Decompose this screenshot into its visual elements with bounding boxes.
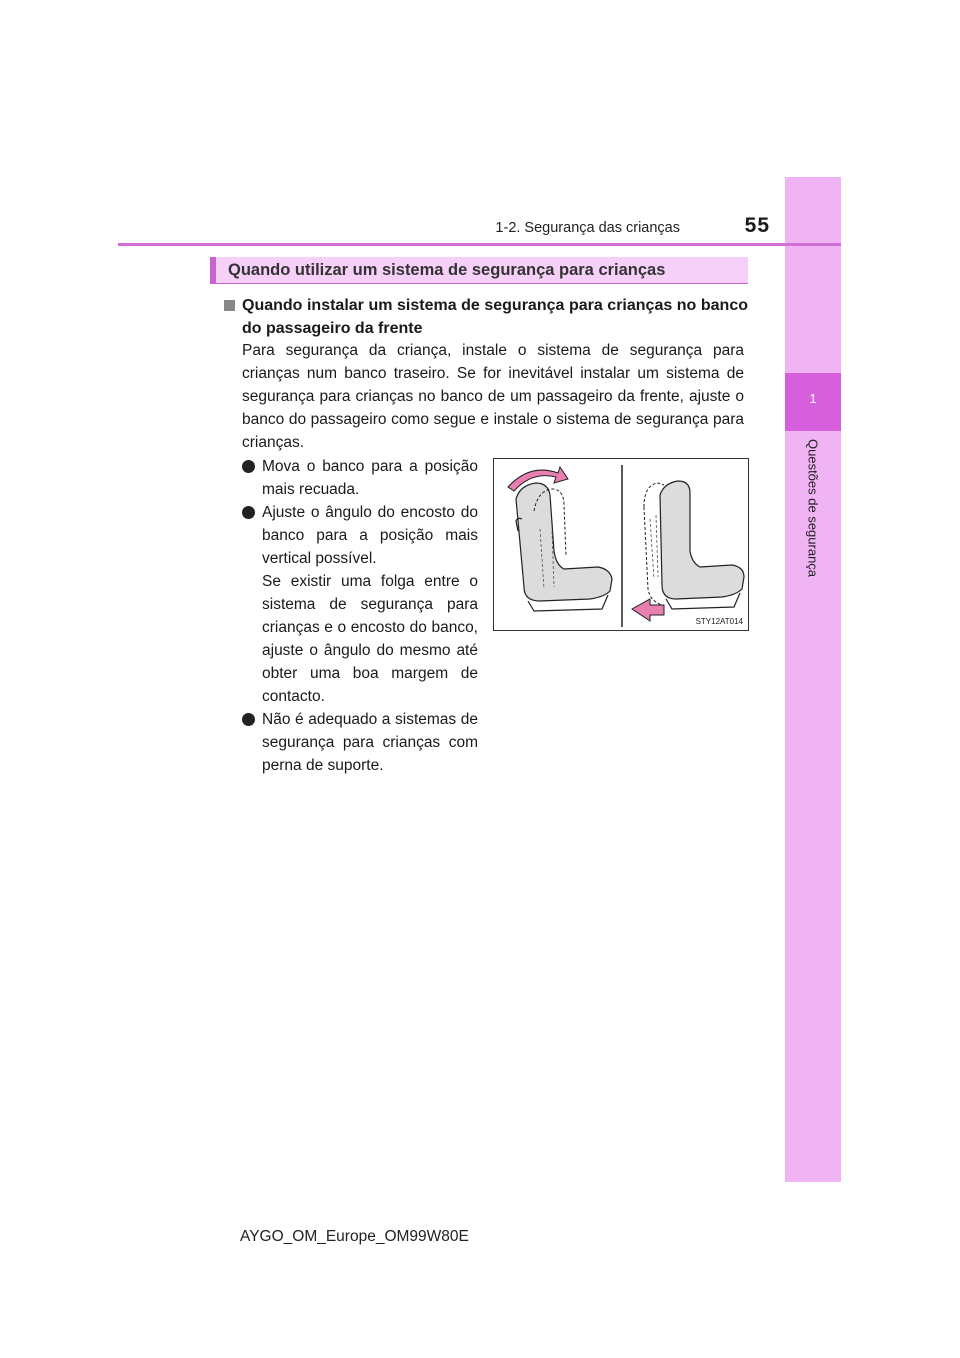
list-item <box>242 708 478 777</box>
section-title-bar <box>210 257 748 284</box>
figure-code: STY12AT014 <box>695 617 743 626</box>
intro-paragraph: Para segurança da criança, instale o sistema de segurança para crianças num banco traseiro. Se for inevitável instalar um sistema de segurança para crianças no banco de um passageiro da frente, ajuste o banco do passageiro como segue e instale o sistema de segurança para crianças. <box>242 342 744 451</box>
seat-adjustment-illustration <box>493 458 749 631</box>
bullet-text: Mova o banco para a posição mais recuada. <box>262 458 478 498</box>
subheading-text: Quando instalar um sistema de segurança para crianças no banco do passageiro da frente <box>242 297 748 337</box>
chapter-side-tab <box>785 177 841 1182</box>
page-number: 55 <box>744 214 770 237</box>
seat-illustration-svg <box>494 459 750 632</box>
bullet-note: Se existir uma folga entre o sistema de segurança para crianças e o encosto do banco, ajuste o ângulo do mesmo até obter uma boa margem de contacto. <box>262 573 478 705</box>
bullet-dot-icon <box>242 460 255 473</box>
chapter-number: 1 <box>809 391 817 406</box>
header-section-title: 1-2. Segurança das crianças <box>495 220 680 236</box>
bullet-text: Não é adequado a sistemas de segurança para crianças com perna de suporte. <box>262 711 478 774</box>
square-bullet-icon <box>224 300 235 311</box>
bullet-dot-icon <box>242 506 255 519</box>
section-title: Quando utilizar um sistema de segurança para crianças <box>228 261 666 279</box>
bullet-dot-icon <box>242 713 255 726</box>
list-item <box>242 455 478 501</box>
bullet-text: Ajuste o ângulo do encosto do banco para a posição mais vertical possível. <box>262 504 478 567</box>
bullet-list <box>242 455 478 777</box>
list-item <box>242 501 478 708</box>
slide-back-arrow-icon <box>632 599 664 621</box>
right-seat-drawing <box>660 481 744 609</box>
chapter-title: Questões de segurança <box>805 439 821 578</box>
subheading <box>224 294 748 340</box>
header-rule <box>118 243 841 246</box>
document-footer: AYGO_OM_Europe_OM99W80E <box>240 1228 469 1245</box>
